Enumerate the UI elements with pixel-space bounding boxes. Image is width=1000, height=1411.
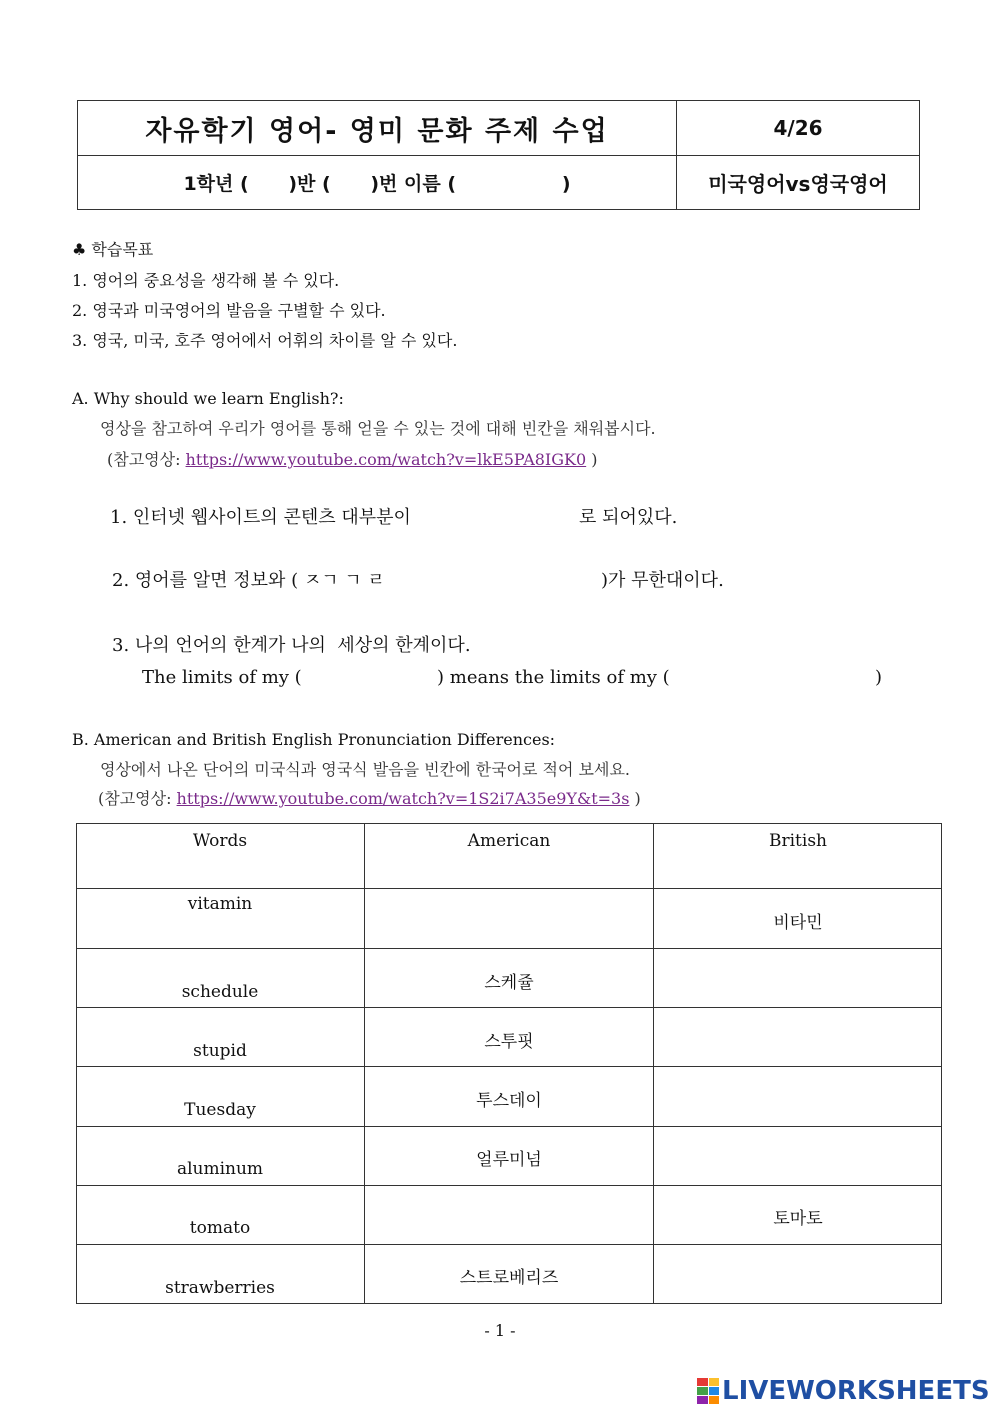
question-2: 2. 영어를 알면 정보와 ( ㅈㄱ ㄱ ㄹ <box>112 570 385 591</box>
word-cell: Tuesday <box>184 1100 256 1120</box>
american-cell: 스케쥴 <box>484 973 534 993</box>
logo-swatch <box>697 1396 708 1404</box>
section-a-heading: A. Why should we learn English?: <box>72 389 344 408</box>
british-cell: 토마토 <box>773 1209 823 1229</box>
section-b-reference: (참고영상: https://www.youtube.com/watch?v=1S2i7A35e9Y&t=3s ) <box>98 789 641 808</box>
liveworksheets-logo-icon <box>697 1378 719 1404</box>
word-cell: aluminum <box>176 1159 264 1179</box>
american-cell: 스트로베리즈 <box>459 1268 559 1288</box>
logo-swatch <box>697 1378 708 1386</box>
pronunciation-table <box>76 823 942 1304</box>
word-cell: tomato <box>189 1218 251 1238</box>
logo-swatch <box>709 1387 720 1395</box>
section-b-video-link[interactable]: https://www.youtube.com/watch?v=1S2i7A35e9Y&t=3s <box>176 789 630 808</box>
word-cell: vitamin <box>187 894 253 914</box>
column-header-british: British <box>769 831 827 851</box>
header-table <box>77 100 920 210</box>
objective-item: 1. 영어의 중요성을 생각해 볼 수 있다. <box>72 271 340 290</box>
question-3-english-3: ) <box>875 667 883 688</box>
logo-swatch <box>709 1396 720 1404</box>
word-cell: schedule <box>181 982 259 1002</box>
question-1-end: 로 되어있다. <box>579 507 678 528</box>
question-2-end: )가 무한대이다. <box>601 570 724 591</box>
section-b-heading: B. American and British English Pronunciation Differences: <box>72 730 556 749</box>
question-1: 1. 인터넷 웹사이트의 콘텐츠 대부분이 <box>110 507 411 528</box>
section-a-instruction: 영상을 참고하여 우리가 영어를 통해 얻을 수 있는 것에 대해 빈칸을 채워봅시다. <box>100 419 656 438</box>
column-header-words: Words <box>192 831 248 851</box>
section-a-video-link[interactable]: https://www.youtube.com/watch?v=lkE5PA8IGK0 <box>185 450 587 469</box>
objective-item: 2. 영국과 미국영어의 발음을 구별할 수 있다. <box>72 301 386 320</box>
section-b-instruction: 영상에서 나온 단어의 미국식과 영국식 발음을 빈칸에 한국어로 적어 보세요. <box>100 760 630 779</box>
word-cell: strawberries <box>165 1278 275 1298</box>
worksheet-title: 자유학기 영어- 영미 문화 주제 수업 <box>145 115 609 147</box>
liveworksheets-logo[interactable] <box>697 1376 990 1406</box>
worksheet-topic: 미국영어vs영국영어 <box>708 172 888 196</box>
student-info-line: 1학년 ( )반 ( )번 이름 ( ) <box>183 173 571 195</box>
worksheet-date: 4/26 <box>773 116 823 140</box>
question-3-english-2: ) means the limits of my ( <box>437 667 670 688</box>
american-cell: 투스데이 <box>476 1091 542 1111</box>
objective-item: 3. 영국, 미국, 호주 영어에서 어휘의 차이를 알 수 있다. <box>72 331 458 350</box>
page-number: - 1 - <box>484 1321 516 1340</box>
american-cell: 얼루미넘 <box>476 1150 542 1170</box>
question-3-korean: 3. 나의 언어의 한계가 나의 세상의 한계이다. <box>112 635 471 656</box>
section-a-reference: (참고영상: https://www.youtube.com/watch?v=lkE5PA8IGK0 ) <box>107 450 598 469</box>
column-header-american: American <box>467 831 551 851</box>
question-3-english-1: The limits of my ( <box>142 667 302 688</box>
british-cell: 비타민 <box>773 913 823 933</box>
liveworksheets-brand-text: LIVEWORKSHEETS <box>722 1376 990 1406</box>
american-cell: 스투핏 <box>484 1032 534 1052</box>
word-cell: stupid <box>193 1041 247 1061</box>
logo-swatch <box>709 1378 720 1386</box>
logo-swatch <box>697 1387 708 1395</box>
objectives-heading: ♣ 학습목표 <box>72 240 154 259</box>
